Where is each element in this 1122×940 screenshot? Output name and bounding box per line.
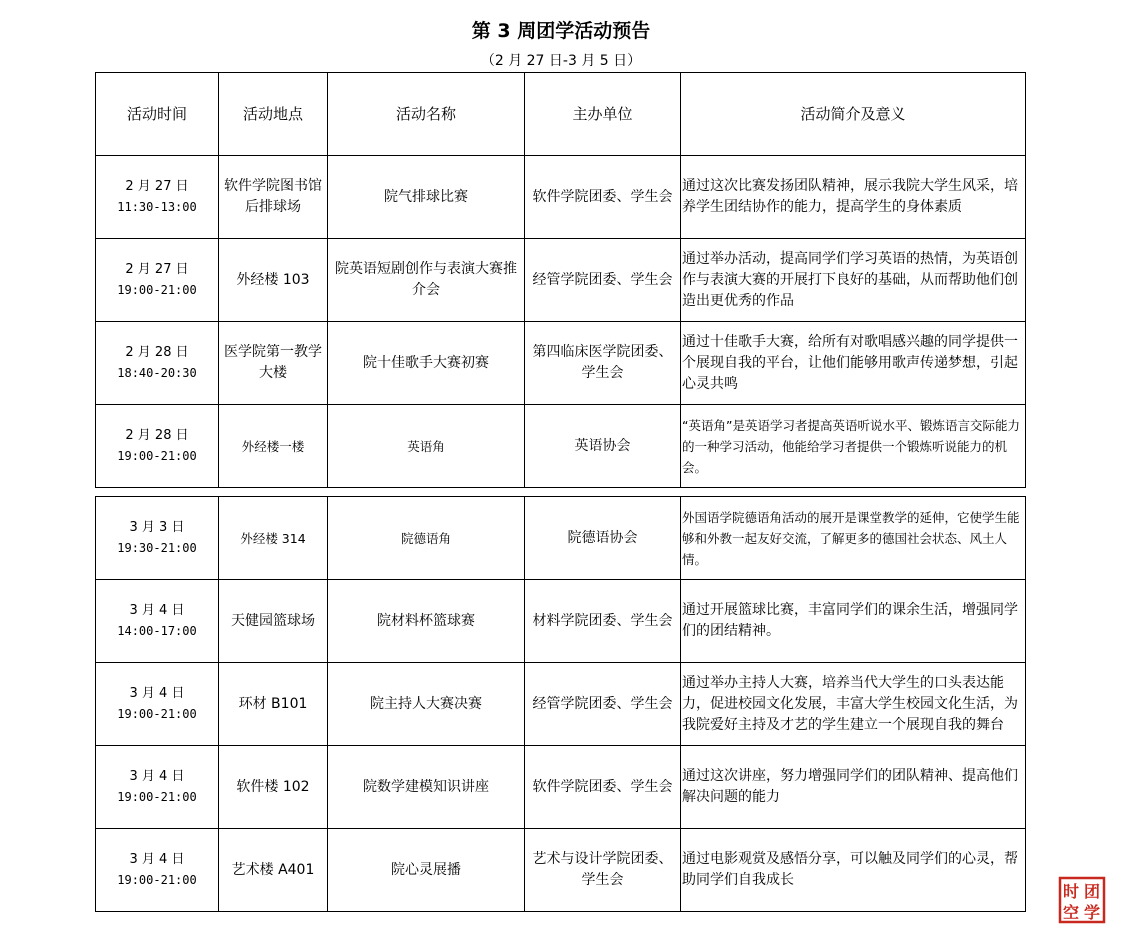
organizer-cell: 软件学院团委、学生会: [525, 156, 681, 239]
header-organizer: 主办单位: [525, 73, 681, 156]
date-range-subtitle: （2 月 27 日-3 月 5 日）: [480, 53, 642, 69]
name-cell: 院材料杯篮球赛: [328, 580, 525, 663]
place-cell: 天健园篮球场: [219, 580, 328, 663]
place-cell: 外经楼一楼: [219, 405, 328, 488]
time-cell: [96, 405, 219, 488]
organizer-cell: 第四临床医学院团委、学生会: [525, 322, 681, 405]
time-cell: [96, 497, 219, 580]
date-text: 3 月 3 日: [129, 520, 185, 535]
table-row: [96, 156, 1026, 239]
svg-text:时: 时: [1062, 882, 1080, 901]
time-text: 14:00-17:00: [117, 624, 197, 638]
date-text: 3 月 4 日: [129, 769, 185, 784]
organizer-cell: 材料学院团委、学生会: [525, 580, 681, 663]
name-cell: 院十佳歌手大赛初赛: [328, 322, 525, 405]
time-cell: [96, 322, 219, 405]
table-row: [96, 405, 1026, 488]
date-text: 3 月 4 日: [129, 686, 185, 701]
activity-table-part-2: [95, 496, 1026, 912]
date-text: 2 月 28 日: [125, 428, 189, 443]
name-cell: 英语角: [328, 405, 525, 488]
table-row: [96, 829, 1026, 912]
organizer-cell: 经管学院团委、学生会: [525, 239, 681, 322]
name-cell: 院气排球比赛: [328, 156, 525, 239]
time-text: 19:00-21:00: [117, 873, 197, 887]
time-cell: [96, 580, 219, 663]
description-cell: 通过开展篮球比赛，丰富同学们的课余生活，增强同学们的团结精神。: [681, 580, 1026, 663]
time-text: 19:30-21:00: [117, 541, 197, 555]
place-cell: 艺术楼 A401: [219, 829, 328, 912]
page-title: 第 3 周团学活动预告: [471, 20, 651, 42]
svg-text:学: 学: [1083, 903, 1101, 922]
place-cell: 软件楼 102: [219, 746, 328, 829]
place-cell: 软件学院图书馆后排球场: [219, 156, 328, 239]
name-cell: 院数学建模知识讲座: [328, 746, 525, 829]
time-cell: [96, 829, 219, 912]
svg-text:空: 空: [1062, 903, 1080, 922]
svg-text:团: 团: [1083, 882, 1101, 901]
description-cell: 外国语学院德语角活动的展开是课堂教学的延伸，它使学生能够和外教一起友好交流，了解更多的德国社会状态、风土人情。: [681, 497, 1026, 580]
place-cell: 外经楼 103: [219, 239, 328, 322]
organizer-cell: 艺术与设计学院团委、学生会: [525, 829, 681, 912]
place-cell: 医学院第一教学大楼: [219, 322, 328, 405]
activity-table-part-1: [95, 72, 1026, 488]
description-cell: 通过这次比赛发扬团队精神，展示我院大学生风采，培养学生团结协作的能力，提高学生的身体素质: [681, 156, 1026, 239]
name-cell: 院德语角: [328, 497, 525, 580]
description-cell: 通过举办活动，提高同学们学习英语的热情，为英语创作与表演大赛的开展打下良好的基础，从而帮助他们创造出更优秀的作品: [681, 239, 1026, 322]
header-place: 活动地点: [219, 73, 328, 156]
name-cell: 院主持人大赛决赛: [328, 663, 525, 746]
description-cell: 通过电影观赏及感悟分享，可以触及同学们的心灵，帮助同学们自我成长: [681, 829, 1026, 912]
header-name: 活动名称: [328, 73, 525, 156]
organizer-cell: 院德语协会: [525, 497, 681, 580]
table-row: [96, 580, 1026, 663]
description-cell: “英语角”是英语学习者提高英语听说水平、锻炼语言交际能力的一种学习活动，他能给学习者提供一个锻炼听说能力的机会。: [681, 405, 1026, 488]
header-description: 活动简介及意义: [681, 73, 1026, 156]
time-text: 19:00-21:00: [117, 790, 197, 804]
time-cell: [96, 156, 219, 239]
table-row: [96, 746, 1026, 829]
name-cell: 院英语短剧创作与表演大赛推介会: [328, 239, 525, 322]
organizer-cell: 软件学院团委、学生会: [525, 746, 681, 829]
place-cell: 环材 B101: [219, 663, 328, 746]
logo-seal-icon: [1058, 876, 1106, 924]
date-text: 3 月 4 日: [129, 852, 185, 867]
time-text: 11:30-13:00: [117, 200, 197, 214]
date-text: 3 月 4 日: [129, 603, 185, 618]
name-cell: 院心灵展播: [328, 829, 525, 912]
time-text: 19:00-21:00: [117, 449, 197, 463]
description-cell: 通过这次讲座，努力增强同学们的团队精神、提高他们解决问题的能力: [681, 746, 1026, 829]
header-time: 活动时间: [96, 73, 219, 156]
table-row: [96, 497, 1026, 580]
time-cell: [96, 239, 219, 322]
date-text: 2 月 27 日: [125, 262, 189, 277]
description-cell: 通过举办主持人大赛，培养当代大学生的口头表达能力，促进校园文化发展，丰富大学生校园文化生活，为我院爱好主持及才艺的学生建立一个展现自我的舞台: [681, 663, 1026, 746]
time-text: 19:00-21:00: [117, 707, 197, 721]
table-row: [96, 322, 1026, 405]
table-row: [96, 663, 1026, 746]
date-text: 2 月 27 日: [125, 179, 189, 194]
time-text: 18:40-20:30: [117, 366, 197, 380]
time-text: 19:00-21:00: [117, 283, 197, 297]
date-text: 2 月 28 日: [125, 345, 189, 360]
table-row: [96, 239, 1026, 322]
table-header-row: [96, 73, 1026, 156]
description-cell: 通过十佳歌手大赛，给所有对歌唱感兴趣的同学提供一个展现自我的平台，让他们能够用歌声传递梦想，引起心灵共鸣: [681, 322, 1026, 405]
time-cell: [96, 746, 219, 829]
time-cell: [96, 663, 219, 746]
organizer-cell: 英语协会: [525, 405, 681, 488]
organizer-cell: 经管学院团委、学生会: [525, 663, 681, 746]
place-cell: 外经楼 314: [219, 497, 328, 580]
